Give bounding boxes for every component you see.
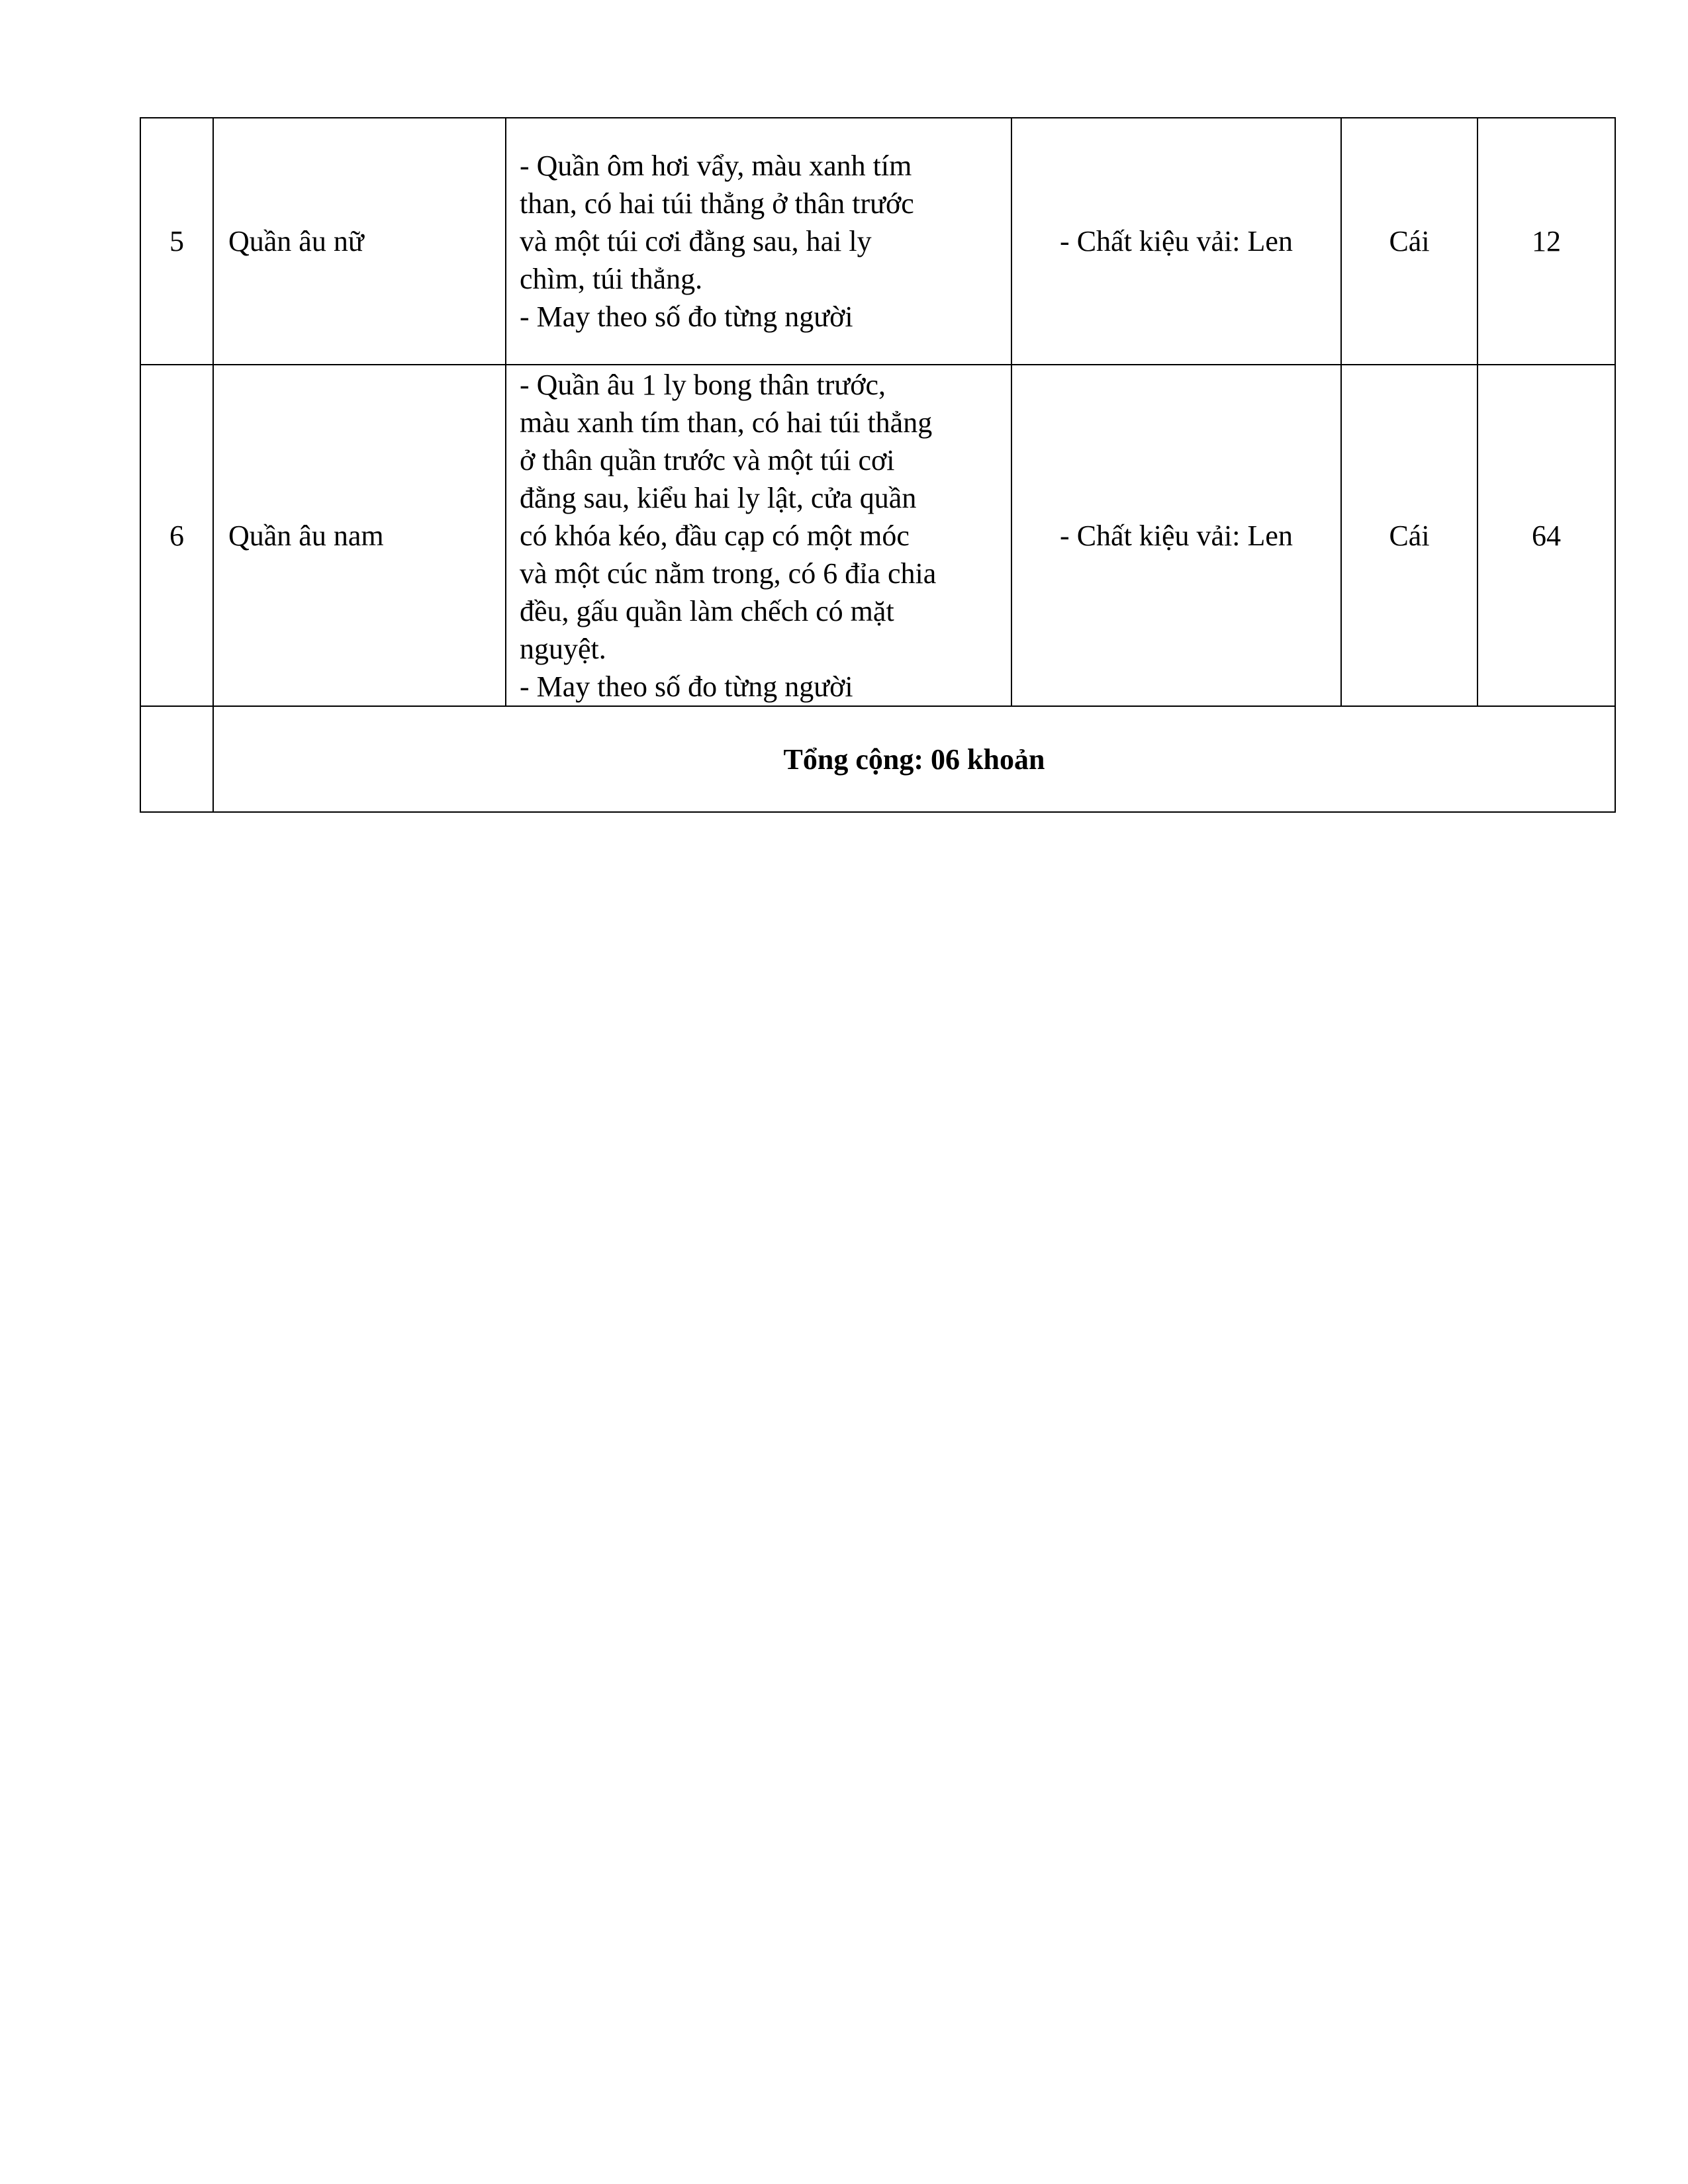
table-row (140, 118, 1615, 365)
description-line: đều, gấu quần làm chếch có mặt (520, 594, 894, 627)
item-description (506, 365, 1011, 706)
description-line: màu xanh tím than, có hai túi thẳng (520, 406, 933, 439)
total-row (140, 706, 1615, 812)
item-spec: - Chất kiệu vải: Len (1011, 118, 1341, 365)
item-unit: Cái (1341, 118, 1477, 365)
description-line: - May theo số đo từng người (520, 300, 853, 333)
item-quantity: 64 (1477, 365, 1615, 706)
description-line: than, có hai túi thẳng ở thân trước (520, 187, 914, 220)
item-description (506, 118, 1011, 365)
description-line: đằng sau, kiểu hai ly lật, cửa quần (520, 481, 917, 514)
table-row (140, 365, 1615, 706)
description-line: - Quần ôm hơi vẩy, màu xanh tím (520, 150, 912, 182)
description-line: nguyệt. (520, 632, 606, 665)
row-number: 6 (140, 365, 213, 706)
items-table (140, 117, 1616, 813)
total-label: Tổng cộng: 06 khoản (213, 706, 1615, 812)
item-name: Quần âu nữ (213, 118, 506, 365)
description-line: chìm, túi thẳng. (520, 263, 703, 295)
description-line: ở thân quần trước và một túi cơi (520, 443, 895, 477)
item-spec: - Chất kiệu vải: Len (1011, 365, 1341, 706)
description-line: có khóa kéo, đầu cạp có một móc (520, 519, 910, 552)
item-quantity: 12 (1477, 118, 1615, 365)
description-line: - May theo số đo từng người (520, 670, 853, 703)
empty-cell (140, 706, 213, 812)
item-unit: Cái (1341, 365, 1477, 706)
description-line: và một túi cơi đằng sau, hai ly (520, 225, 872, 257)
description-line: và một cúc nằm trong, có 6 đỉa chia (520, 557, 937, 590)
item-name: Quần âu nam (213, 365, 506, 706)
description-line: - Quần âu 1 ly bong thân trước, (520, 368, 886, 401)
row-number: 5 (140, 118, 213, 365)
